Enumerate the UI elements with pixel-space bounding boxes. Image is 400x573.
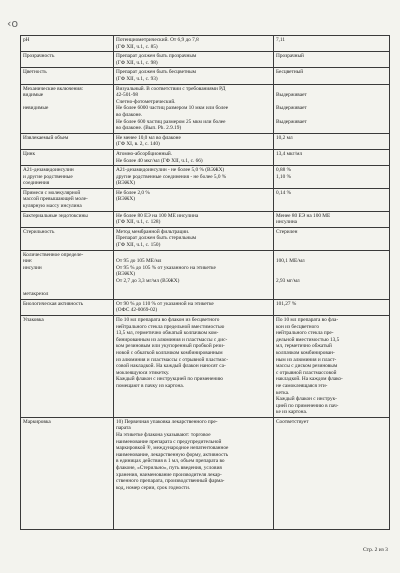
parameter-cell: Количественное определе- ние: инсулин метакрезол [21,250,114,299]
page-number: Стр. 2 из 3 [363,547,388,553]
result-cell: Прозрачный [274,52,390,68]
result-cell: 13,4 мкг/мл [274,149,390,165]
requirement-cell: По 10 мл препарата во флакон из бесцветного нейтрального стекла предельной вместимостью 13,5 мл, герметично обжатый колпачком ком- бинированным из алюминия и пластмассы с дис- ком резиновым или укупоренный пробкой рези- новой с обкаткой колпачком комбинированным из алюминия и пластмассы с отрывной пластмас- совой накладкой. На каждый флакон наносят са- моклеящуюся этикетку. Каждый флакон с инструкцией по применению помещают в пачку из картона. [114,315,274,417]
table-row [21,149,390,165]
result-cell: 0,88 % 1,10 % [274,166,390,189]
table-row [21,52,390,68]
result-cell: Менее 80 ЕЭ на 100 МЕ инсулина [274,211,390,227]
result-cell: 7,11 [274,36,390,52]
table-row [21,250,390,299]
table-row [21,227,390,250]
requirement-cell: Не более 2,0 % (ВЭЖХ) [114,188,274,211]
result-cell: 101,27 % [274,299,390,315]
requirement-cell: Не менее 10,0 мл во флаконе (ГФ XI, в. 2, с. 140) [114,133,274,149]
table-row [21,299,390,315]
requirement-cell: От 90 % до 110 % от указанной на этикетке (ОФС 42-0069-02) [114,299,274,315]
parameter-cell: Бактериальные эндотоксины [21,211,114,227]
parameter-cell: Механические включения: видимые невидимые [21,84,114,133]
requirement-cell: Визуальный. В соответствии с требованиями РД 42-501-98 Счетно-фотометрический. Не более 6000 частиц размером 10 мкм или более во флаконе. Не более 600 частиц размером 25 мкм или более во флаконе. (Вып. Рh. 2.9.19) [114,84,274,133]
requirement-cell: От 95 до 105 МЕ/мл От 95 % до 105 % от указанного на этикетке (ВЭЖХ) От 2,7 до 3,3 мг/мл (ВЭЖХ) [114,250,274,299]
result-cell: 100,1 МЕ/мл 2,93 мг/мл [274,250,390,299]
table-row [21,188,390,211]
table-row [21,315,390,417]
result-cell: 0,14 % [274,188,390,211]
specification-table-body [21,36,390,530]
parameter-cell: Стерильность [21,227,114,250]
table-row [21,133,390,149]
requirement-cell: Не более 80 ЕЭ на 100 МЕ инсулина (ГФ XII, ч.1, с. 128) [114,211,274,227]
result-cell: По 10 мл препарата во фла- кон из бесцветного нейтрального стекла пре- дельной вместимостью 13,5 мл, герметично обжатый колпачком комбинирован- ным из алюминия и пласт- массы с диском резиновым с отрывной пластмассовой накладкой. На каждом флако- не самоклеящаяся эти- кетка. Каждый флакон с инструк- цией по применению в пач- ке из картона. [274,315,390,417]
table-row [21,68,390,84]
requirement-cell: A21-дезамидоинсулин - не более 5,0 % (ВЭЖХ) другие родственные соединения - не более 5,0 % (ВЭЖХ) [114,166,274,189]
result-cell: 10,2 мл [274,133,390,149]
parameter-cell: pH [21,36,114,52]
scan-mark: ‹o [7,17,19,30]
table-row [21,166,390,189]
table-row [21,36,390,52]
requirement-cell: Потенциометрический. От 6,9 до 7,8 (ГФ XII, ч.1, с. 85) [114,36,274,52]
parameter-cell: Биологическая активность [21,299,114,315]
specification-table [20,35,390,530]
table-row [21,211,390,227]
parameter-cell: Примеси с молекулярной массой превышающей моле- кулярную массу инсулина [21,188,114,211]
parameter-cell: Цветность [21,68,114,84]
result-cell: Стерилен [274,227,390,250]
parameter-cell: Маркировка [21,417,114,529]
requirement-cell: 10) Первичная упаковка лекарственного пре- парата На этикетке флакона указывают: торговое наименование препарата с предупредительной маркировкой ®, международное непатентованное наименование, лекарственную форму, активность в единицах действия в 1 мл, объем препарата во флаконе, «Стерильно», путь введения, условия хранения, наименование производителя лекар- ственного препарата, производственный фарма- код, номер серии, срок годности. [114,417,274,529]
requirement-cell: Препарат должен быть бесцветным (ГФ XII, ч.1, с. 93) [114,68,274,84]
parameter-cell: Извлекаемый объем [21,133,114,149]
table-row [21,417,390,529]
result-cell: Бесцветный [274,68,390,84]
parameter-cell: Цинк [21,149,114,165]
table-row [21,84,390,133]
result-cell: Выдерживает Выдерживает Выдерживает [274,84,390,133]
requirement-cell: Метод мембранной фильтрации. Препарат должен быть стерильным (ГФ XII, ч.1, с. 150) [114,227,274,250]
parameter-cell: A21-дезамидоинсулин и другие родственные соединения [21,166,114,189]
result-cell: Соответствует [274,417,390,529]
parameter-cell: Прозрачность [21,52,114,68]
requirement-cell: Препарат должен быть прозрачным (ГФ XII, ч.1, с. 98) [114,52,274,68]
parameter-cell: Упаковка [21,315,114,417]
requirement-cell: Атомно-абсорбционный. Не более 40 мкг/мл (ГФ XII, ч.1, с. 66) [114,149,274,165]
